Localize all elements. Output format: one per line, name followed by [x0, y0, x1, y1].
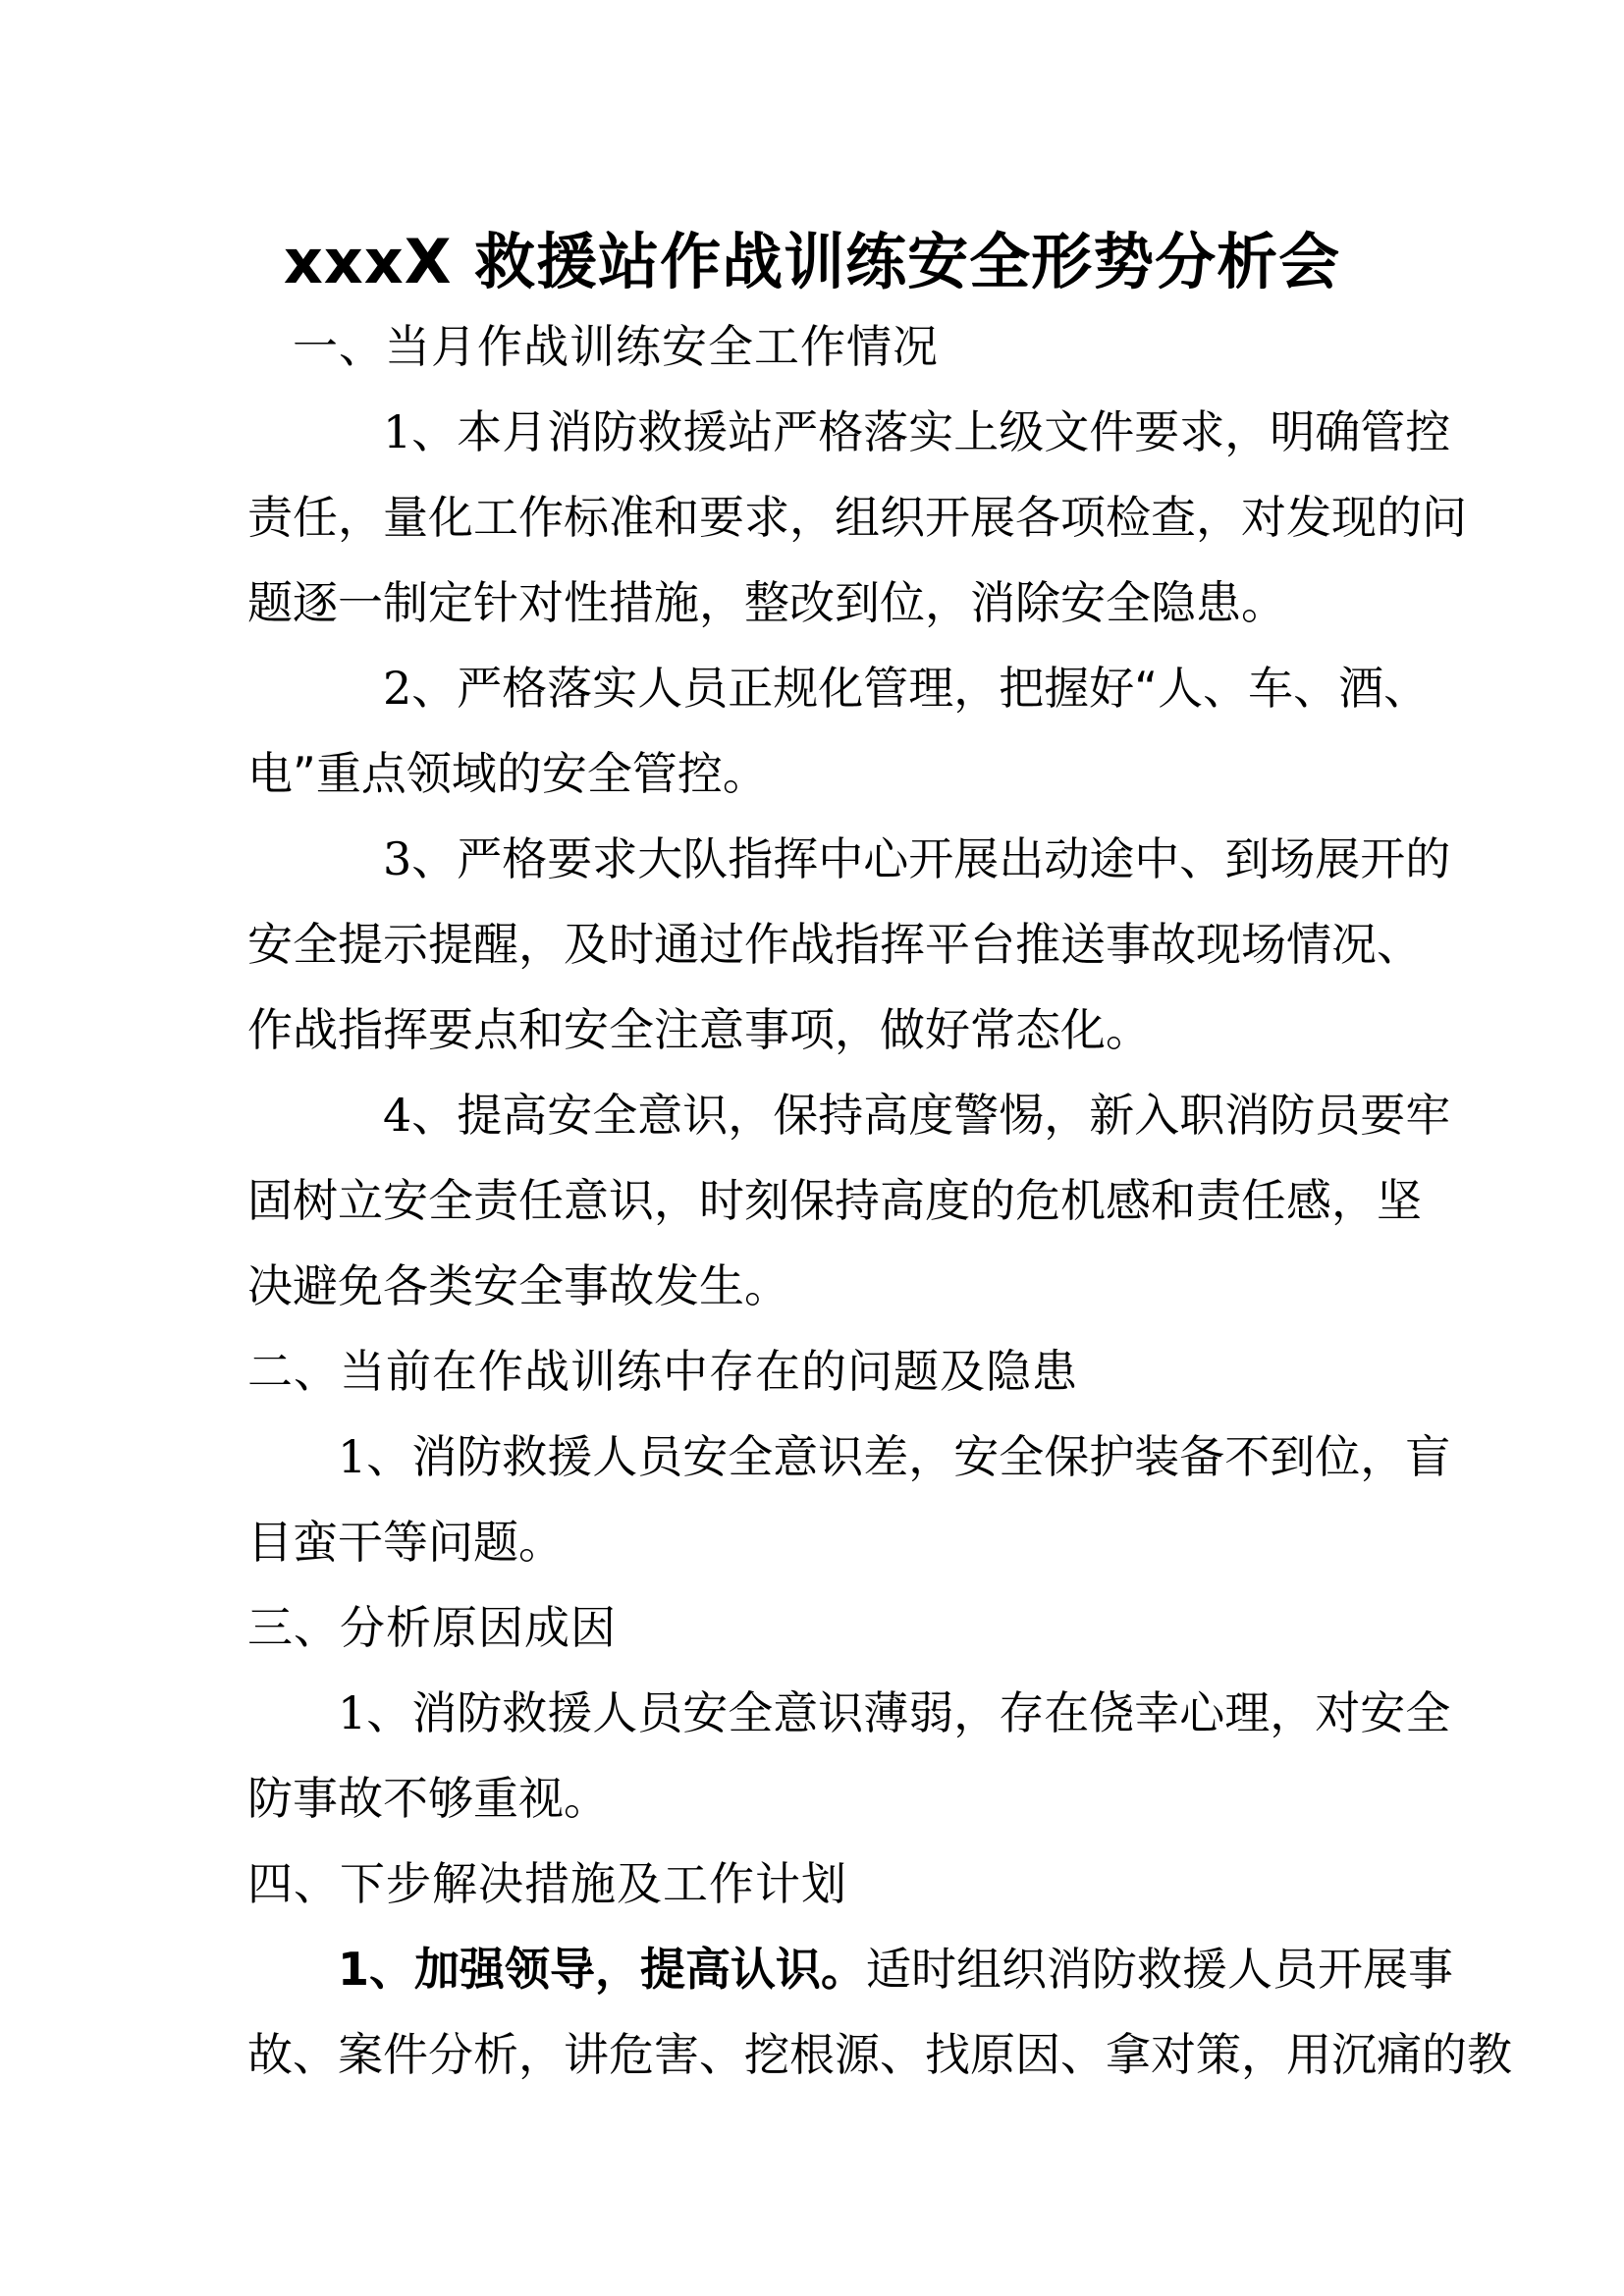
section-1-item-4-line-2: 固树立安全责任意识，时刻保持高度的危机感和责任感，坚: [247, 1174, 1422, 1227]
section-1-item-1-line-2: 责任，量化工作标准和要求，组织开展各项检查，对发现的问: [247, 491, 1467, 544]
item-number: 3: [383, 832, 412, 885]
paragraph-text: 适时组织消防救援人员开展事: [866, 1943, 1454, 1996]
paragraph-text: 、消防救援人员安全意识差，安全保护装备不到位，盲: [366, 1430, 1451, 1483]
section-1-item-3-line-1: [247, 817, 1451, 902]
document-title: xxxX 救援站作战训练安全形势分析会: [283, 226, 1341, 297]
paragraph-text: 、严格要求大队指挥中心开展出动途中、到场展开的: [411, 832, 1451, 885]
section-2-item-1-line-2: 目蛮干等问题。: [247, 1516, 564, 1569]
paragraph-text: 、严格落实人员正规化管理，把握好“人、车、酒、: [411, 662, 1430, 715]
item-number: 1: [338, 1430, 367, 1483]
item-number: 2: [383, 662, 412, 715]
document-body: [247, 304, 1512, 2098]
item-number: 4: [383, 1089, 412, 1142]
section-1-item-4-line-3: 决避免各类安全事故发生。: [247, 1259, 789, 1312]
item-number: 1: [338, 1686, 367, 1739]
section-1-item-3-line-3: 作战指挥要点和安全注意事项，做好常态化。: [247, 1003, 1151, 1056]
section-3-item-1-line-2: 防事故不够重视。: [247, 1772, 609, 1825]
section-1-item-1-line-3: 题逐一制定针对性措施，整改到位，消除安全隐患。: [247, 576, 1286, 629]
section-2-item-1-line-1: [247, 1415, 1451, 1500]
section-1-heading: 一、当月作战训练安全工作情况: [293, 320, 939, 373]
section-1-item-2-line-1: [247, 646, 1430, 731]
section-2-heading: 二、当前在作战训练中存在的问题及隐患: [247, 1345, 1078, 1398]
section-3-heading: 三、分析原因成因: [247, 1601, 617, 1654]
section-1-item-1-line-1: [247, 390, 1451, 475]
section-1-item-2-line-2: 电”重点领域的安全管控。: [247, 747, 768, 800]
bold-lead-text: 1、加强领导，提高认识。: [338, 1943, 867, 1996]
section-4-item-1-line-2: 故、案件分析，讲危害、挖根源、找原因、拿对策，用沉痛的教: [247, 2028, 1512, 2081]
section-3-item-1-line-1: [247, 1671, 1451, 1756]
paragraph-text: 、提高安全意识，保持高度警惕，新入职消防员要牢: [411, 1089, 1451, 1142]
section-1-item-3-line-2: 安全提示提醒，及时通过作战指挥平台推送事故现场情况、: [247, 918, 1422, 971]
item-number: 1: [383, 405, 412, 458]
paragraph-text: 、消防救援人员安全意识薄弱，存在侥幸心理，对安全: [366, 1686, 1451, 1739]
section-1-item-4-line-1: [247, 1073, 1451, 1158]
paragraph-text: 、本月消防救援站严格落实上级文件要求，明确管控: [411, 405, 1451, 458]
section-4-heading: 四、下步解决措施及工作计划: [247, 1857, 847, 1910]
section-4-item-1-line-1: [247, 1927, 1454, 2012]
